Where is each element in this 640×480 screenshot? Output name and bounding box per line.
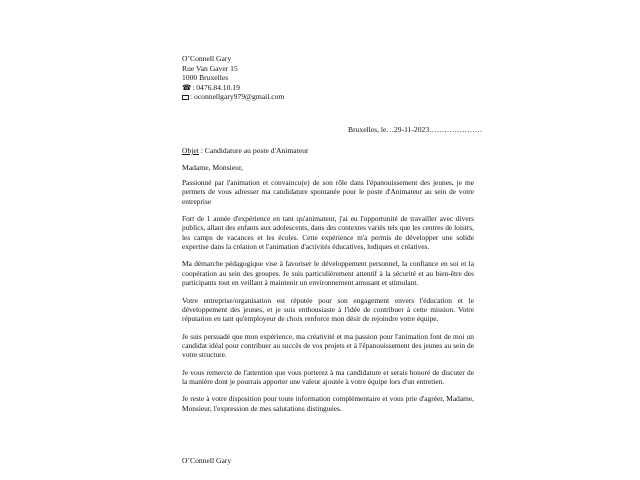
signature: O’Connell Gary: [182, 456, 232, 465]
phone-icon: ☎: [182, 82, 192, 92]
envelope-icon: [182, 95, 189, 100]
body-paragraph: Je suis persuadé que mon expérience, ma créativité et ma passion pour l'animation font de moi un candidat idéal pour contribuer au succès de vos projets et à l'épanouissement des jeunes au sein de votre structure.: [182, 331, 474, 360]
body-paragraph: Fort de 1 année d'expérience en tant qu'animateur, j'ai eu l'opportunité de travailler avec divers publics, allant des enfants aux adolescents, dans des contextes variés tels que les centres de loisirs, les camps de vacances et les écoles. Cette expérience m'a permis de développer une solide expertise dans la création et l'animation d'activités éducatives, ludiques et créatives.: [182, 214, 474, 251]
subject-label: Objet: [182, 146, 199, 155]
sender-city: 1000 Bruxelles: [182, 73, 229, 83]
body-paragraph: Je vous remercie de l'attention que vous porterez à ma candidature et serais honoré de discuter de la manière dont je pourrais apporter une valeur ajoutée à votre équipe lors d'un entretien.: [182, 367, 474, 386]
body-paragraph: Ma démarche pédagogique vise à favoriser le développement personnel, la confiance en soi et la coopération au sein des groupes. Je suis particulièrement attentif à la sécurité et au bien-être des participants tout en veillant à maintenir un environnement amusant et stimulant.: [182, 259, 474, 288]
body-paragraph: Je reste à votre disposition pour toute information complémentaire et vous prie d'agréer, Madame, Monsieur, l'expression de mes salutations distinguées.: [182, 394, 474, 413]
sender-street: Rue Van Gaver 15: [182, 63, 238, 73]
salutation: Madame, Monsieur,: [182, 163, 244, 172]
body-paragraph: Votre entreprise/organisation est réputée pour son engagement envers l'éducation et le développement des jeunes, et je suis enthousiaste à l'idée de contribuer à cette mission. Votre réputation en tant qu'employeur de choix renforce mon désir de rejoindre votre équipe.: [182, 295, 474, 324]
sender-email-line: [182, 92, 284, 102]
body-paragraph: Passionné par l'animation et convaincu(e) de son rôle dans l'épanouissement des jeunes, je me permets de vous adresser ma candidature spontanée pour le poste d'Animateur au sein de votre entreprise: [182, 178, 474, 206]
sender-block: [182, 54, 284, 102]
letter-body: [182, 178, 474, 421]
sender-name: O’Connell Gary: [182, 54, 232, 63]
subject-line: [182, 146, 308, 155]
sender-phone: : 0476.84.10.19: [192, 82, 240, 92]
subject-text: : Candidature au poste d'Animateur: [198, 146, 309, 155]
sender-phone-line: [182, 83, 284, 93]
date-line: Bruxelles, le…29-11-2023…………………: [348, 125, 483, 134]
sender-email: : oconnellgary979@gmail.com: [190, 92, 285, 102]
